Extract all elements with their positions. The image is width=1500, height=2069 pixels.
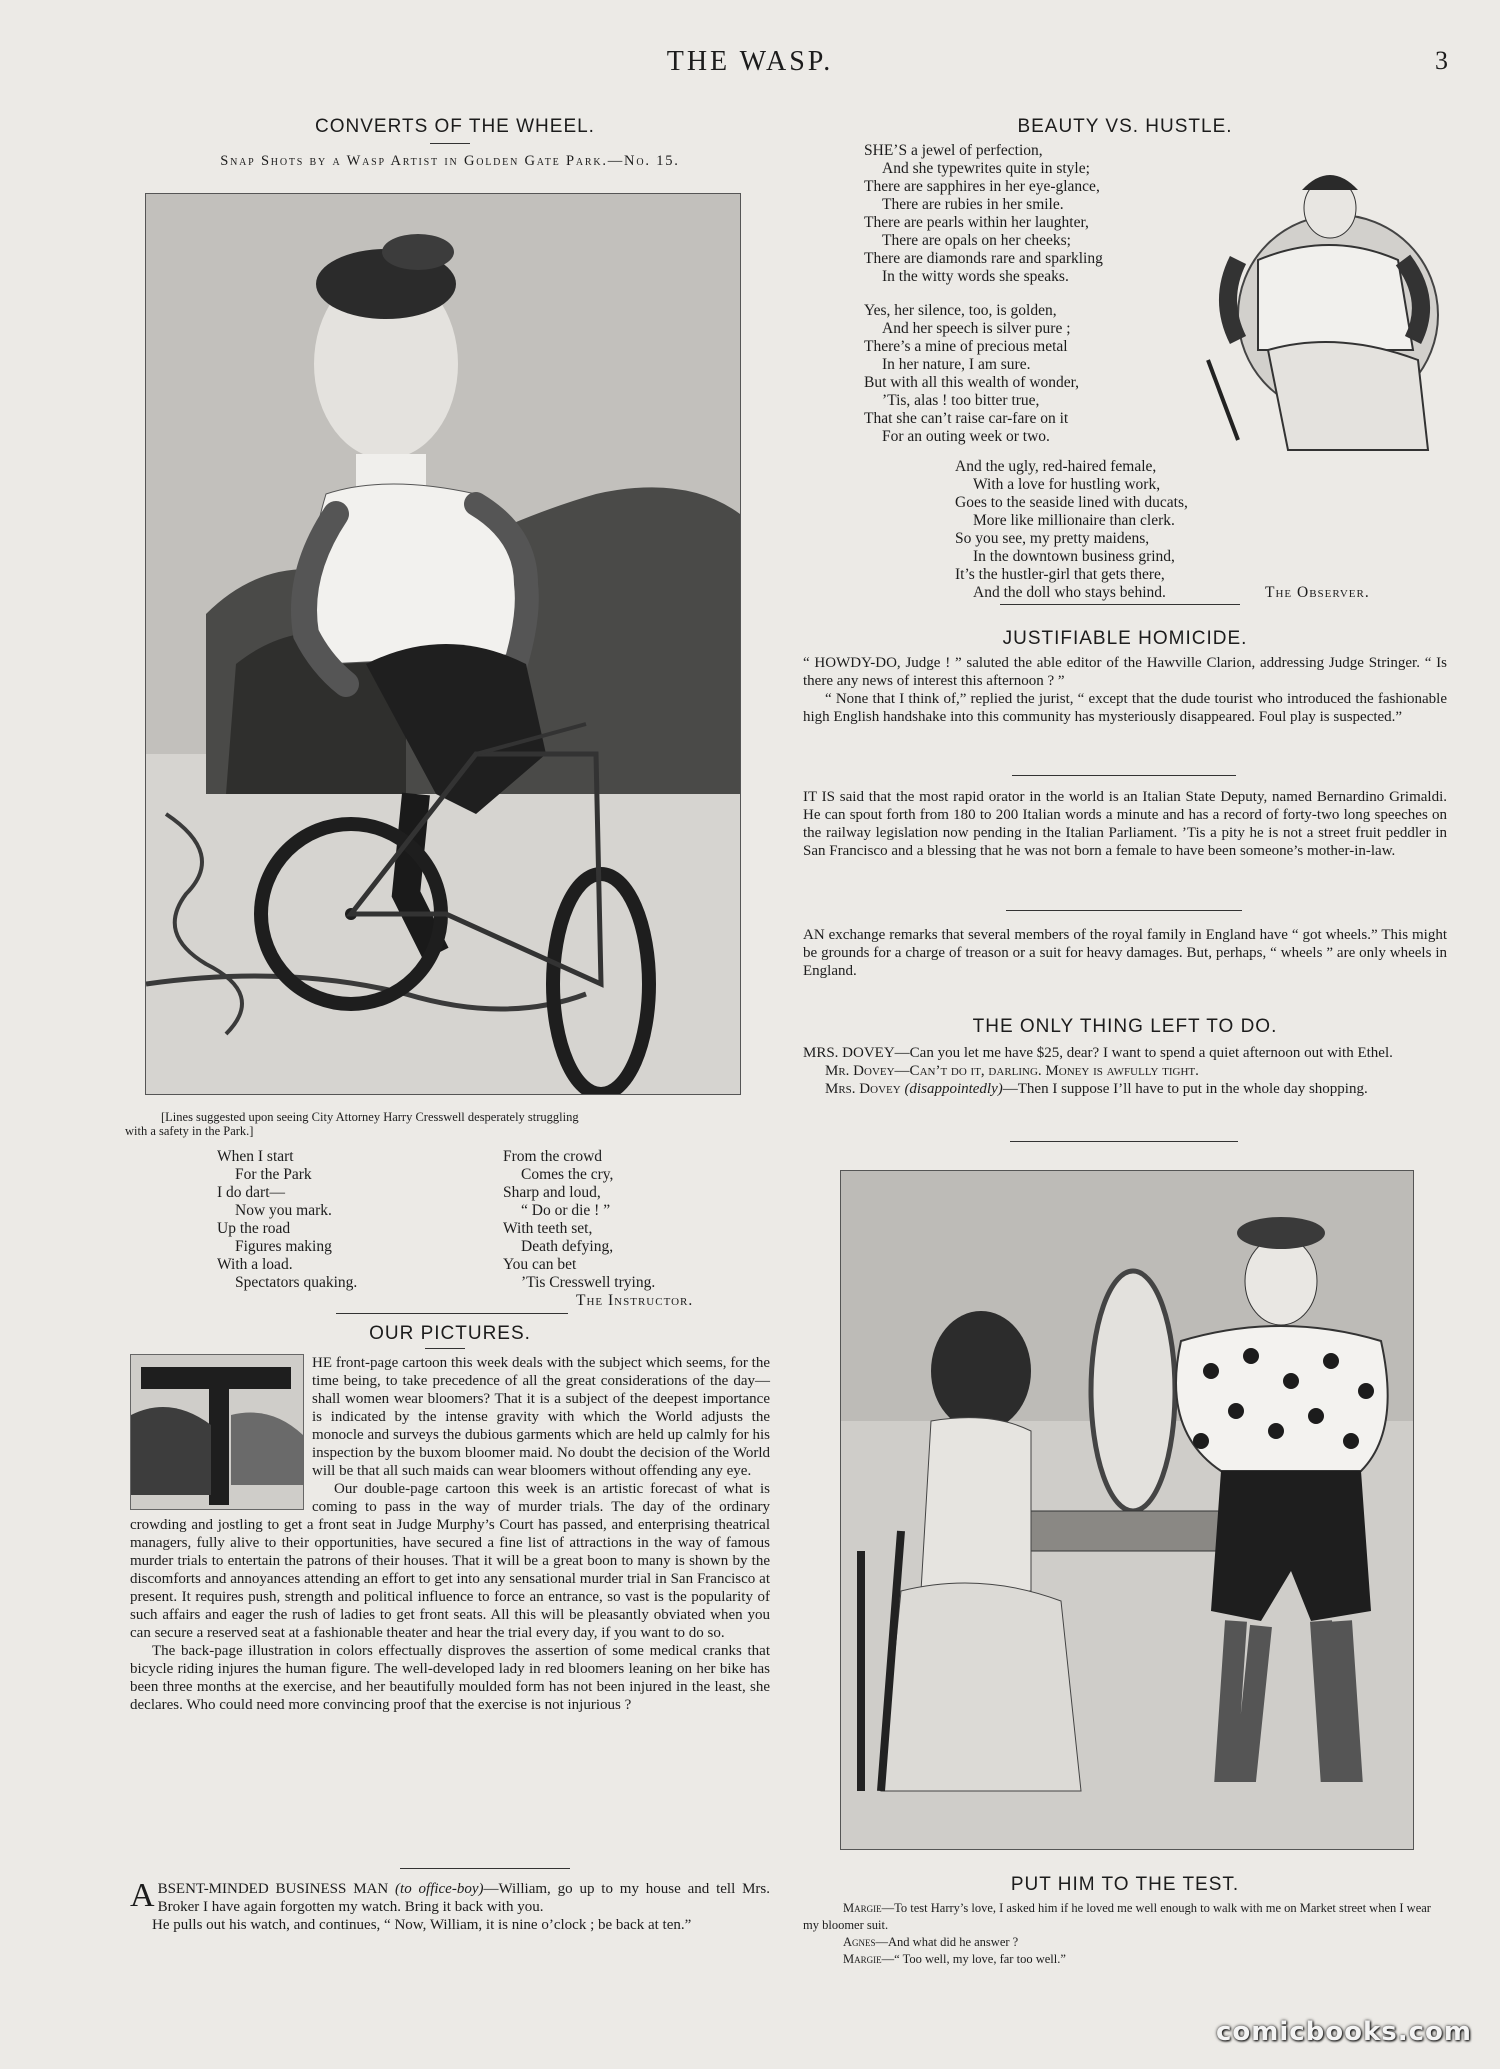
verse-line: And her speech is silver pure ; [882,320,1071,337]
text-run: —And what did he answer ? [875,1935,1019,1949]
paragraph: HE front-page cartoon this week deals with the subject which seems, for the time being, to take precedence of all the great considerations of the day—shall women wear bloomers? That it is a subject of the deepest importance is indicated by the intense gravity with which the World adjusts the monocle and surveys the dubious garments which are held up calmly for his inspection by the buxom bloomer maid. No doubt the decision of the World will be that all such maids can wear bloomers without offending any eye. [312,1355,770,1479]
beauty-signature: The Observer. [1265,584,1370,601]
verse-line: Spectators quaking. [235,1274,358,1291]
verse-line: You can bet [503,1256,577,1273]
beauty-title: BEAUTY VS. HUSTLE. [1017,116,1233,137]
paragraph: “ None that I think of,” replied the jurist, “ except that the dude tourist who introduced the fashionable high English handshake into this community has mysteriously disappeared. Foul play is suspected.” [803,691,1447,725]
converts-signature: The Instructor. [576,1292,694,1309]
verse-line: There are pearls within her laughter, [864,214,1089,231]
verse-line: That she can’t raise car-fare on it [864,410,1069,427]
verse-line: Figures making [235,1238,332,1255]
text-run: —William, go up to my house and tell Mrs. Broker I have again forgotten my watch. Bring it back with you. [157,1881,770,1915]
verse-line: There are opals on her cheeks; [882,232,1071,249]
cyclist-caption [125,1110,775,1138]
text-run: Mrs. Dovey [825,1081,901,1097]
verse-line: So you see, my pretty maidens, [955,530,1150,547]
verse-line: SHE’S a jewel of perfection, [864,142,1043,159]
verse-line: In the witty words she speaks. [882,268,1069,285]
paragraph: AN exchange remarks that several members of the royal family in England have “ got wheels.” This might be grounds for a charge of treason or a suit for heavy damages. But, perhaps, “ wheels ” are only wheels in England. [803,927,1447,979]
verse-line: There are sapphires in her eye-glance, [864,178,1100,195]
typist-drawing [1198,150,1446,460]
verse-line: Sharp and loud, [503,1184,601,1201]
verse-line: Now you mark. [235,1202,332,1219]
paragraph: MRS. DOVEY—Can you let me have $25, dear? I want to spend a quiet afternoon out with Ethel. [803,1045,1393,1061]
verse-line: For the Park [235,1166,312,1183]
verse-line: Death defying, [521,1238,614,1255]
our-pictures-body [130,1354,770,1714]
paragraph [130,1877,770,1916]
typist-vignette [1198,150,1446,460]
verse-line: Goes to the seaside lined with ducats, [955,494,1188,511]
verse-line: There’s a mine of precious metal [864,338,1068,355]
text-run: Agnes [843,1935,876,1949]
section-rule [1006,910,1242,911]
text-run: (disappointedly) [904,1081,1003,1097]
caption-line-2: with a safety in the Park.] [125,1124,254,1138]
caption-line-1: [Lines suggested upon seeing City Attorney Harry Cresswell desperately struggling [161,1110,579,1124]
text-run: —“ Too well, my love, far too well.” [881,1952,1066,1966]
text-run: (to office-boy) [395,1881,484,1897]
verse-line: More like millionaire than clerk. [973,512,1175,529]
homicide-title: JUSTIFIABLE HOMICIDE. [1002,628,1248,649]
verse-line: From the crowd [503,1148,603,1165]
absent-minded-story [130,1877,770,1934]
drop-cap: A [130,1877,155,1914]
text-run: Margie [843,1952,882,1966]
beauty-stanza-1 [864,142,1103,286]
initial-t-drawing [131,1355,303,1509]
verse-line: And the doll who stays behind. [973,584,1166,601]
masthead-title: THE WASP. [666,46,834,77]
verse-line: But with all this wealth of wonder, [864,374,1080,391]
verse-line: With a love for hustling work, [973,476,1161,493]
verse-line: Up the road [217,1220,291,1237]
cyclist-drawing [146,194,740,1094]
our-pictures-title: OUR PICTURES. [369,1323,531,1344]
converts-subtitle: Snap Shots by a Wasp Artist in Golden Gate Park.—No. 15. [220,153,680,169]
beauty-stanza-2 [864,302,1079,446]
paragraph: He pulls out his watch, and continues, “ Now, William, it is nine o’clock ; be back at ten.” [152,1917,692,1933]
only-thing-title: THE ONLY THING LEFT TO DO. [972,1016,1278,1037]
text-run: —To test Harry’s love, I asked him if he loved me well enough to walk with me on Market street when I wear my bloomer suit. [803,1901,1431,1932]
verse-line: ’Tis Cresswell trying. [521,1274,656,1291]
page-number: 3 [1435,46,1448,75]
section-rule [1012,775,1236,776]
paragraph: The back-page illustration in colors effectually disproves the assertion of some medical cranks that bicycle riding injures the human figure. The well-developed lady in red bloomers leaning on her bike has been three months at the exercise, and her beautifully moulded form has not been injured in the least, she declares. Who could need more convincing proof that the exercise is not injurious ? [130,1643,770,1713]
verse-line: For an outing week or two. [882,428,1050,445]
verse-line: With teeth set, [503,1220,593,1237]
section-rule [336,1313,568,1314]
verse-line: With a load. [217,1256,293,1273]
verse-line: “ Do or die ! ” [521,1202,611,1219]
verse-line: In her nature, I am sure. [882,356,1031,373]
dialogue-line [803,1934,1445,1951]
dialogue-line [803,1900,1445,1934]
test-title: PUT HIM TO THE TEST. [1010,1874,1240,1895]
homicide-story [803,654,1447,726]
verse-line: And she typewrites quite in style; [882,160,1090,177]
test-dialogue [803,1900,1445,1968]
section-rule [1010,1141,1238,1142]
section-rule [1000,604,1240,605]
text-run: —Then I suppose I’ll have to put in the whole day shopping. [1002,1081,1368,1097]
text-run: Margie [843,1901,882,1915]
verse-line: There are diamonds rare and sparkling [864,250,1103,267]
verse-line: In the downtown business grind, [973,548,1175,565]
dialogue-line [803,1951,1445,1968]
paragraph: “ HOWDY-DO, Judge ! ” saluted the able editor of the Hawville Clarion, addressing Judge Stringer. “ Is there any news of interest this afternoon ? ” [803,655,1447,689]
verse-left [217,1148,357,1292]
section-rule [400,1868,570,1869]
verse-line: It’s the hustler-girl that gets there, [955,566,1165,583]
paragraph: Mr. Dovey—Can’t do it, darling. Money is awfully tight. [825,1063,1199,1079]
verse-line: There are rubies in her smile. [882,196,1064,213]
dressing-room-drawing [841,1171,1413,1849]
cyclist-illustration [145,193,741,1095]
site-watermark: comicbooks.com [1215,2017,1472,2047]
decorative-initial-t [130,1354,304,1510]
verse-line: ’Tis, alas ! too bitter true, [882,392,1040,409]
verse-line: And the ugly, red-haired female, [955,458,1157,475]
paragraph: IT IS said that the most rapid orator in the world is an Italian State Deputy, named Bernardino Grimaldi. He can spout forth from 180 to 200 Italian words a minute and has a record of forty-two long speeches on the railway legislation now pending in the Italian Parliament. ’Tis a pity he is not a street fruit peddler in San Francisco and a blessing that he was not born a female to have been someone’s mother-in-law. [803,789,1447,859]
paragraph: Our double-page cartoon this week is an artistic forecast of what is coming to pass in the way of murder trials. The day of the ordinary crowding and jostling to get a front seat in Judge Murphy’s Court has passed, and enterprising theatrical managers, fully alive to their opportunities, have secured a fine list of attractions in the way of famous murder trials to entertain the patrons of their houses. That it will be a great boon to many is shown by the discomforts and annoyances attending an effort to get into any sensational murder trial in San Francisco at present. It requires push, strength and political influence to force an entrance, so vast is the popularity of such affairs and eager the rush of ladies to get front seats. All this will be pleasantly obviated when you can secure a reserved seat at a fashionable theater and hear the trial every day, if you want to do so. [130,1481,770,1641]
verse-line: Yes, her silence, too, is golden, [864,302,1057,319]
only-thing-story [803,1044,1447,1098]
verse-line: When I start [217,1148,294,1165]
title-rule [430,143,470,144]
dressing-room-illustration [840,1170,1414,1850]
exchange-story [803,926,1447,980]
verse-right [503,1148,655,1292]
text-run: BSENT-MINDED BUSINESS MAN [157,1881,389,1897]
orator-story [803,788,1447,860]
title-rule [425,1348,465,1349]
verse-line: Comes the cry, [521,1166,614,1183]
beauty-stanza-3 [955,458,1188,602]
paragraph [803,1080,1447,1098]
verse-line: I do dart— [217,1184,286,1201]
converts-title: CONVERTS OF THE WHEEL. [315,116,595,137]
